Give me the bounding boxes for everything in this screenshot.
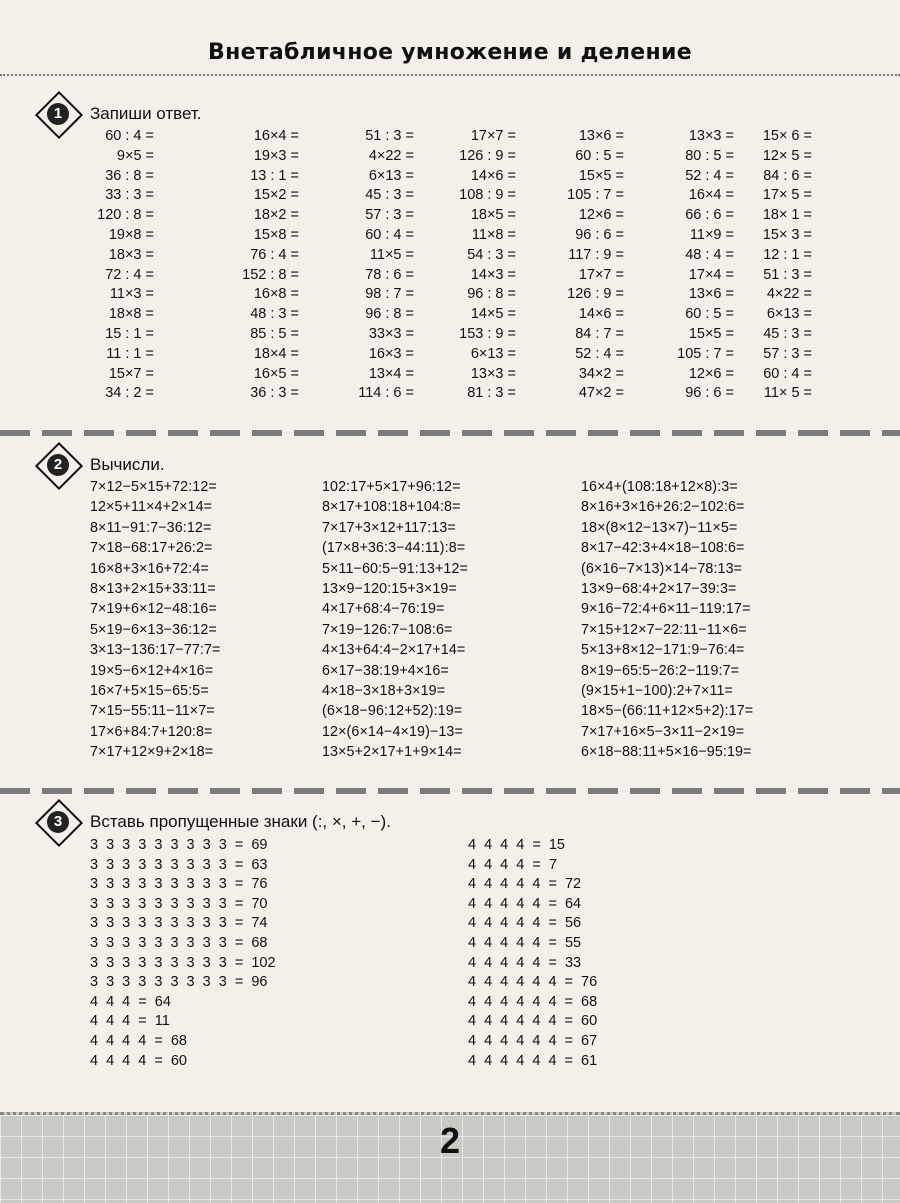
exercise: 80 : 5 = [685, 147, 734, 164]
exercise: 114 : 6 = [358, 385, 414, 402]
task3-column [468, 836, 728, 1071]
exercise: 4×22 = [766, 286, 812, 303]
exercise: 51 : 3 = [763, 266, 812, 283]
exercise: (6×16−7×13)×14−78:13= [581, 560, 743, 577]
exercise: 16×8+3×16+72:4= [90, 560, 209, 577]
exercise: 36 : 8 = [105, 167, 154, 184]
page-number: 2 [439, 1120, 461, 1161]
exercise: 15×8 = [253, 226, 299, 243]
exercise: 76 : 4 = [250, 246, 299, 263]
exercise: 4 4 4 4 4 4 = 67 [468, 1032, 598, 1049]
exercise: 81 : 3 = [467, 385, 516, 402]
exercise: 5×11−60:5−91:13+12= [322, 560, 468, 577]
exercise: 33×3 = [368, 325, 414, 342]
exercise: 16×5 = [253, 365, 299, 382]
exercise: 8×19−65:5−26:2−119:7= [581, 662, 740, 679]
exercise: 3 3 3 3 3 3 3 3 3 = 68 [90, 934, 268, 951]
task1-column [189, 127, 299, 404]
task-3-number: 3 [47, 811, 69, 833]
exercise: 11× 5 = [763, 385, 812, 402]
exercise: 96 : 6 = [685, 385, 734, 402]
exercise: 84 : 7 = [575, 325, 624, 342]
exercise: 4 4 4 4 = 7 [468, 856, 557, 873]
task2-column [581, 477, 841, 762]
exercise: 11×5 = [369, 246, 414, 263]
exercise: 6×13 = [766, 306, 812, 323]
exercise: 52 : 4 = [575, 345, 624, 362]
exercise: 98 : 7 = [365, 286, 414, 303]
exercise: 4 4 4 4 4 = 72 [468, 876, 582, 893]
exercise: 12×6 = [578, 207, 624, 224]
exercise: 13 : 1 = [250, 167, 299, 184]
exercise: 126 : 9 = [567, 286, 624, 303]
exercise: 18×3 = [108, 246, 154, 263]
exercise: 12×(6×14−4×19)−13= [322, 723, 463, 740]
exercise: 7×18−68:17+26:2= [90, 540, 213, 557]
exercise: 7×19+6×12−48:16= [90, 601, 217, 618]
exercise: 11×9 = [689, 226, 734, 243]
exercise: 3 3 3 3 3 3 3 3 3 = 70 [90, 895, 268, 912]
exercise: 12 : 1 = [763, 246, 812, 263]
exercise: 12×5+11×4+2×14= [90, 499, 213, 516]
exercise: 14×3 = [470, 266, 516, 283]
exercise: 36 : 3 = [250, 385, 299, 402]
exercise: 11×8 = [471, 226, 516, 243]
task-2-badge [36, 443, 80, 487]
exercise: 15× 6 = [762, 128, 812, 144]
task-2-number: 2 [47, 454, 69, 476]
exercise: 57 : 3 = [365, 207, 414, 224]
exercise: 60 : 4 = [365, 226, 414, 243]
exercise: 78 : 6 = [365, 266, 414, 283]
exercise: 4 4 4 4 = 60 [90, 1052, 187, 1069]
exercise: 5×13+8×12−171:9−76:4= [581, 642, 745, 659]
task2-column [90, 477, 320, 762]
exercise: 152 : 8 = [242, 266, 299, 283]
task2-column [322, 477, 577, 762]
exercise: 19×3 = [253, 147, 299, 164]
exercise: 8×17−42:3+4×18−108:6= [581, 540, 745, 557]
exercise: 60 : 5 = [575, 147, 624, 164]
exercise: 6×13 = [470, 345, 516, 362]
exercise: 96 : 8 = [365, 306, 414, 323]
exercise: 15×5 = [578, 167, 624, 184]
exercise: 3 3 3 3 3 3 3 3 3 = 69 [90, 837, 268, 853]
exercise: 8×17+108:18+104:8= [322, 499, 461, 516]
task-1-number: 1 [47, 103, 69, 125]
exercise: 15 : 1 = [105, 325, 154, 342]
exercise: 15×7 = [108, 365, 154, 382]
exercise: 34 : 2 = [105, 385, 154, 402]
exercise: 48 : 4 = [685, 246, 734, 263]
task-3-heading: Вставь пропущенные знаки (:, ×, +, −). [90, 812, 391, 831]
exercise: 4 4 4 4 4 = 33 [468, 954, 582, 971]
exercise: 45 : 3 = [365, 187, 414, 204]
exercise: 4 4 4 4 = 15 [468, 837, 565, 853]
exercise: 84 : 6 = [763, 167, 812, 184]
exercise: 4×22 = [368, 147, 414, 164]
task1-column [406, 127, 516, 404]
exercise: 14×5 = [470, 306, 516, 323]
exercise: 19×5−6×12+4×16= [90, 662, 214, 679]
exercise: (6×18−96:12+52):19= [322, 703, 463, 720]
exercise: 66 : 6 = [685, 207, 734, 224]
exercise: 60 : 4 = [763, 365, 812, 382]
title-divider [0, 74, 900, 76]
exercise: 13×6 = [578, 128, 624, 144]
exercise: 18×5 = [470, 207, 516, 224]
exercise: 60 : 4 = [105, 128, 154, 144]
exercise: 7×15−55:11−11×7= [90, 703, 215, 720]
exercise: 15×2 = [253, 187, 299, 204]
task1-column [74, 127, 154, 404]
exercise: 4 4 4 4 4 4 = 60 [468, 1013, 598, 1030]
exercise: 3 3 3 3 3 3 3 3 3 = 102 [90, 954, 276, 971]
exercise: 4 4 4 4 4 = 64 [468, 895, 582, 912]
exercise: 7×17+12×9+2×18= [90, 744, 214, 761]
exercise: 16×4 = [253, 128, 299, 144]
exercise: 15× 3 = [762, 226, 812, 243]
exercise: 4 4 4 4 4 4 = 76 [468, 974, 598, 991]
exercise: 57 : 3 = [763, 345, 812, 362]
exercise: 3 3 3 3 3 3 3 3 3 = 96 [90, 974, 268, 991]
exercise: 14×6 = [578, 306, 624, 323]
exercise: 6×17−38:19+4×16= [322, 662, 449, 679]
exercise: 8×13+2×15+33:11= [90, 580, 216, 597]
exercise: 18×5−(66:11+12×5+2):17= [581, 703, 754, 720]
exercise: 4×13+64:4−2×17+14= [322, 642, 466, 659]
exercise: 11×3 = [109, 286, 154, 303]
exercise: 51 : 3 = [365, 128, 414, 144]
exercise: 16×7+5×15−65:5= [90, 682, 209, 699]
exercise: 3×13−136:17−77:7= [90, 642, 221, 659]
exercise: 11 : 1 = [106, 345, 154, 362]
exercise: 85 : 5 = [250, 325, 299, 342]
exercise: 17×4 = [688, 266, 734, 283]
exercise: 3 3 3 3 3 3 3 3 3 = 63 [90, 856, 268, 873]
exercise: 3 3 3 3 3 3 3 3 3 = 76 [90, 876, 268, 893]
task3-column [90, 836, 390, 1071]
exercise: 5×19−6×13−36:12= [90, 621, 217, 638]
exercise: 16×3 = [368, 345, 414, 362]
exercise: 126 : 9 = [459, 147, 516, 164]
exercise: 19×8 = [108, 226, 154, 243]
exercise: 34×2 = [578, 365, 624, 382]
exercise: 33 : 3 = [105, 187, 154, 204]
exercise: 13×3 = [688, 128, 734, 144]
exercise: 4×18−3×18+3×19= [322, 682, 446, 699]
exercise: 4 4 4 4 = 68 [90, 1032, 187, 1049]
exercise: 108 : 9 = [459, 187, 516, 204]
exercise: 105 : 7 = [677, 345, 734, 362]
exercise: 18×(8×12−13×7)−11×5= [581, 519, 738, 536]
section-divider [0, 430, 900, 436]
exercise: 102:17+5×17+96:12= [322, 479, 461, 495]
exercise: 45 : 3 = [763, 325, 812, 342]
exercise: (9×15+1−100):2+7×11= [581, 682, 733, 699]
exercise: 4 4 4 4 4 = 55 [468, 934, 582, 951]
exercise: 60 : 5 = [685, 306, 734, 323]
exercise: 17×6+84:7+120:8= [90, 723, 213, 740]
exercise: 4 4 4 4 4 = 56 [468, 915, 582, 932]
exercise: 9×16−72:4+6×11−119:17= [581, 601, 751, 618]
exercise: 13×9−120:15+3×19= [322, 580, 457, 597]
exercise: 120 : 8 = [97, 207, 154, 224]
exercise: 7×12−5×15+72:12= [90, 479, 217, 495]
exercise: 13×5+2×17+1+9×14= [322, 744, 462, 761]
exercise: 96 : 6 = [575, 226, 624, 243]
task1-column [514, 127, 624, 404]
exercise: 15×5 = [688, 325, 734, 342]
exercise: 12×6 = [688, 365, 734, 382]
exercise: 18×2 = [253, 207, 299, 224]
exercise: 7×15+12×7−22:11−11×6= [581, 621, 747, 638]
exercise: 9×5 = [116, 147, 154, 164]
exercise: 13×6 = [688, 286, 734, 303]
exercise: 47×2 = [578, 385, 624, 402]
exercise: 16×4 = [688, 187, 734, 204]
exercise: 4 4 4 4 4 4 = 61 [468, 1052, 598, 1069]
exercise: (17×8+36:3−44:11):8= [322, 540, 466, 557]
exercise: 4 4 4 4 4 4 = 68 [468, 993, 598, 1010]
exercise: 16×8 = [253, 286, 299, 303]
exercise: 18×8 = [108, 306, 154, 323]
task1-column [722, 127, 812, 404]
exercise: 17×7 = [578, 266, 624, 283]
exercise: 12× 5 = [762, 147, 812, 164]
exercise: 72 : 4 = [105, 266, 154, 283]
task1-column [624, 127, 734, 404]
exercise: 14×6 = [470, 167, 516, 184]
exercise: 6×13 = [368, 167, 414, 184]
exercise: 96 : 8 = [467, 286, 516, 303]
exercise: 17× 5 = [762, 187, 812, 204]
task-3-badge [36, 800, 80, 844]
task-1-heading: Запиши ответ. [90, 104, 202, 123]
exercise: 13×4 = [368, 365, 414, 382]
exercise: 105 : 7 = [567, 187, 624, 204]
exercise: 7×19−126:7−108:6= [322, 621, 453, 638]
exercise: 18× 1 = [762, 207, 812, 224]
task-2-heading: Вычисли. [90, 455, 165, 474]
task1-column [304, 127, 414, 404]
exercise: 4 4 4 = 11 [90, 1013, 170, 1030]
exercise: 13×9−68:4+2×17−39:3= [581, 580, 737, 597]
exercise: 18×4 = [253, 345, 299, 362]
exercise: 3 3 3 3 3 3 3 3 3 = 74 [90, 915, 268, 932]
exercise: 52 : 4 = [685, 167, 734, 184]
page-title: Внетабличное умножение и деление [208, 40, 692, 65]
exercise: 4×17+68:4−76:19= [322, 601, 445, 618]
exercise: 7×17+16×5−3×11−2×19= [581, 723, 745, 740]
exercise: 16×4+(108:18+12×8):3= [581, 479, 738, 495]
exercise: 117 : 9 = [568, 246, 624, 263]
exercise: 8×16+3×16+26:2−102:6= [581, 499, 745, 516]
section-divider [0, 788, 900, 794]
exercise: 7×17+3×12+117:13= [322, 519, 456, 536]
exercise: 153 : 9 = [459, 325, 516, 342]
exercise: 6×18−88:11+5×16−95:19= [581, 744, 752, 761]
exercise: 4 4 4 = 64 [90, 993, 171, 1010]
exercise: 8×11−91:7−36:12= [90, 519, 212, 536]
exercise: 54 : 3 = [467, 246, 516, 263]
exercise: 48 : 3 = [250, 306, 299, 323]
exercise: 13×3 = [470, 365, 516, 382]
exercise: 17×7 = [470, 128, 516, 144]
